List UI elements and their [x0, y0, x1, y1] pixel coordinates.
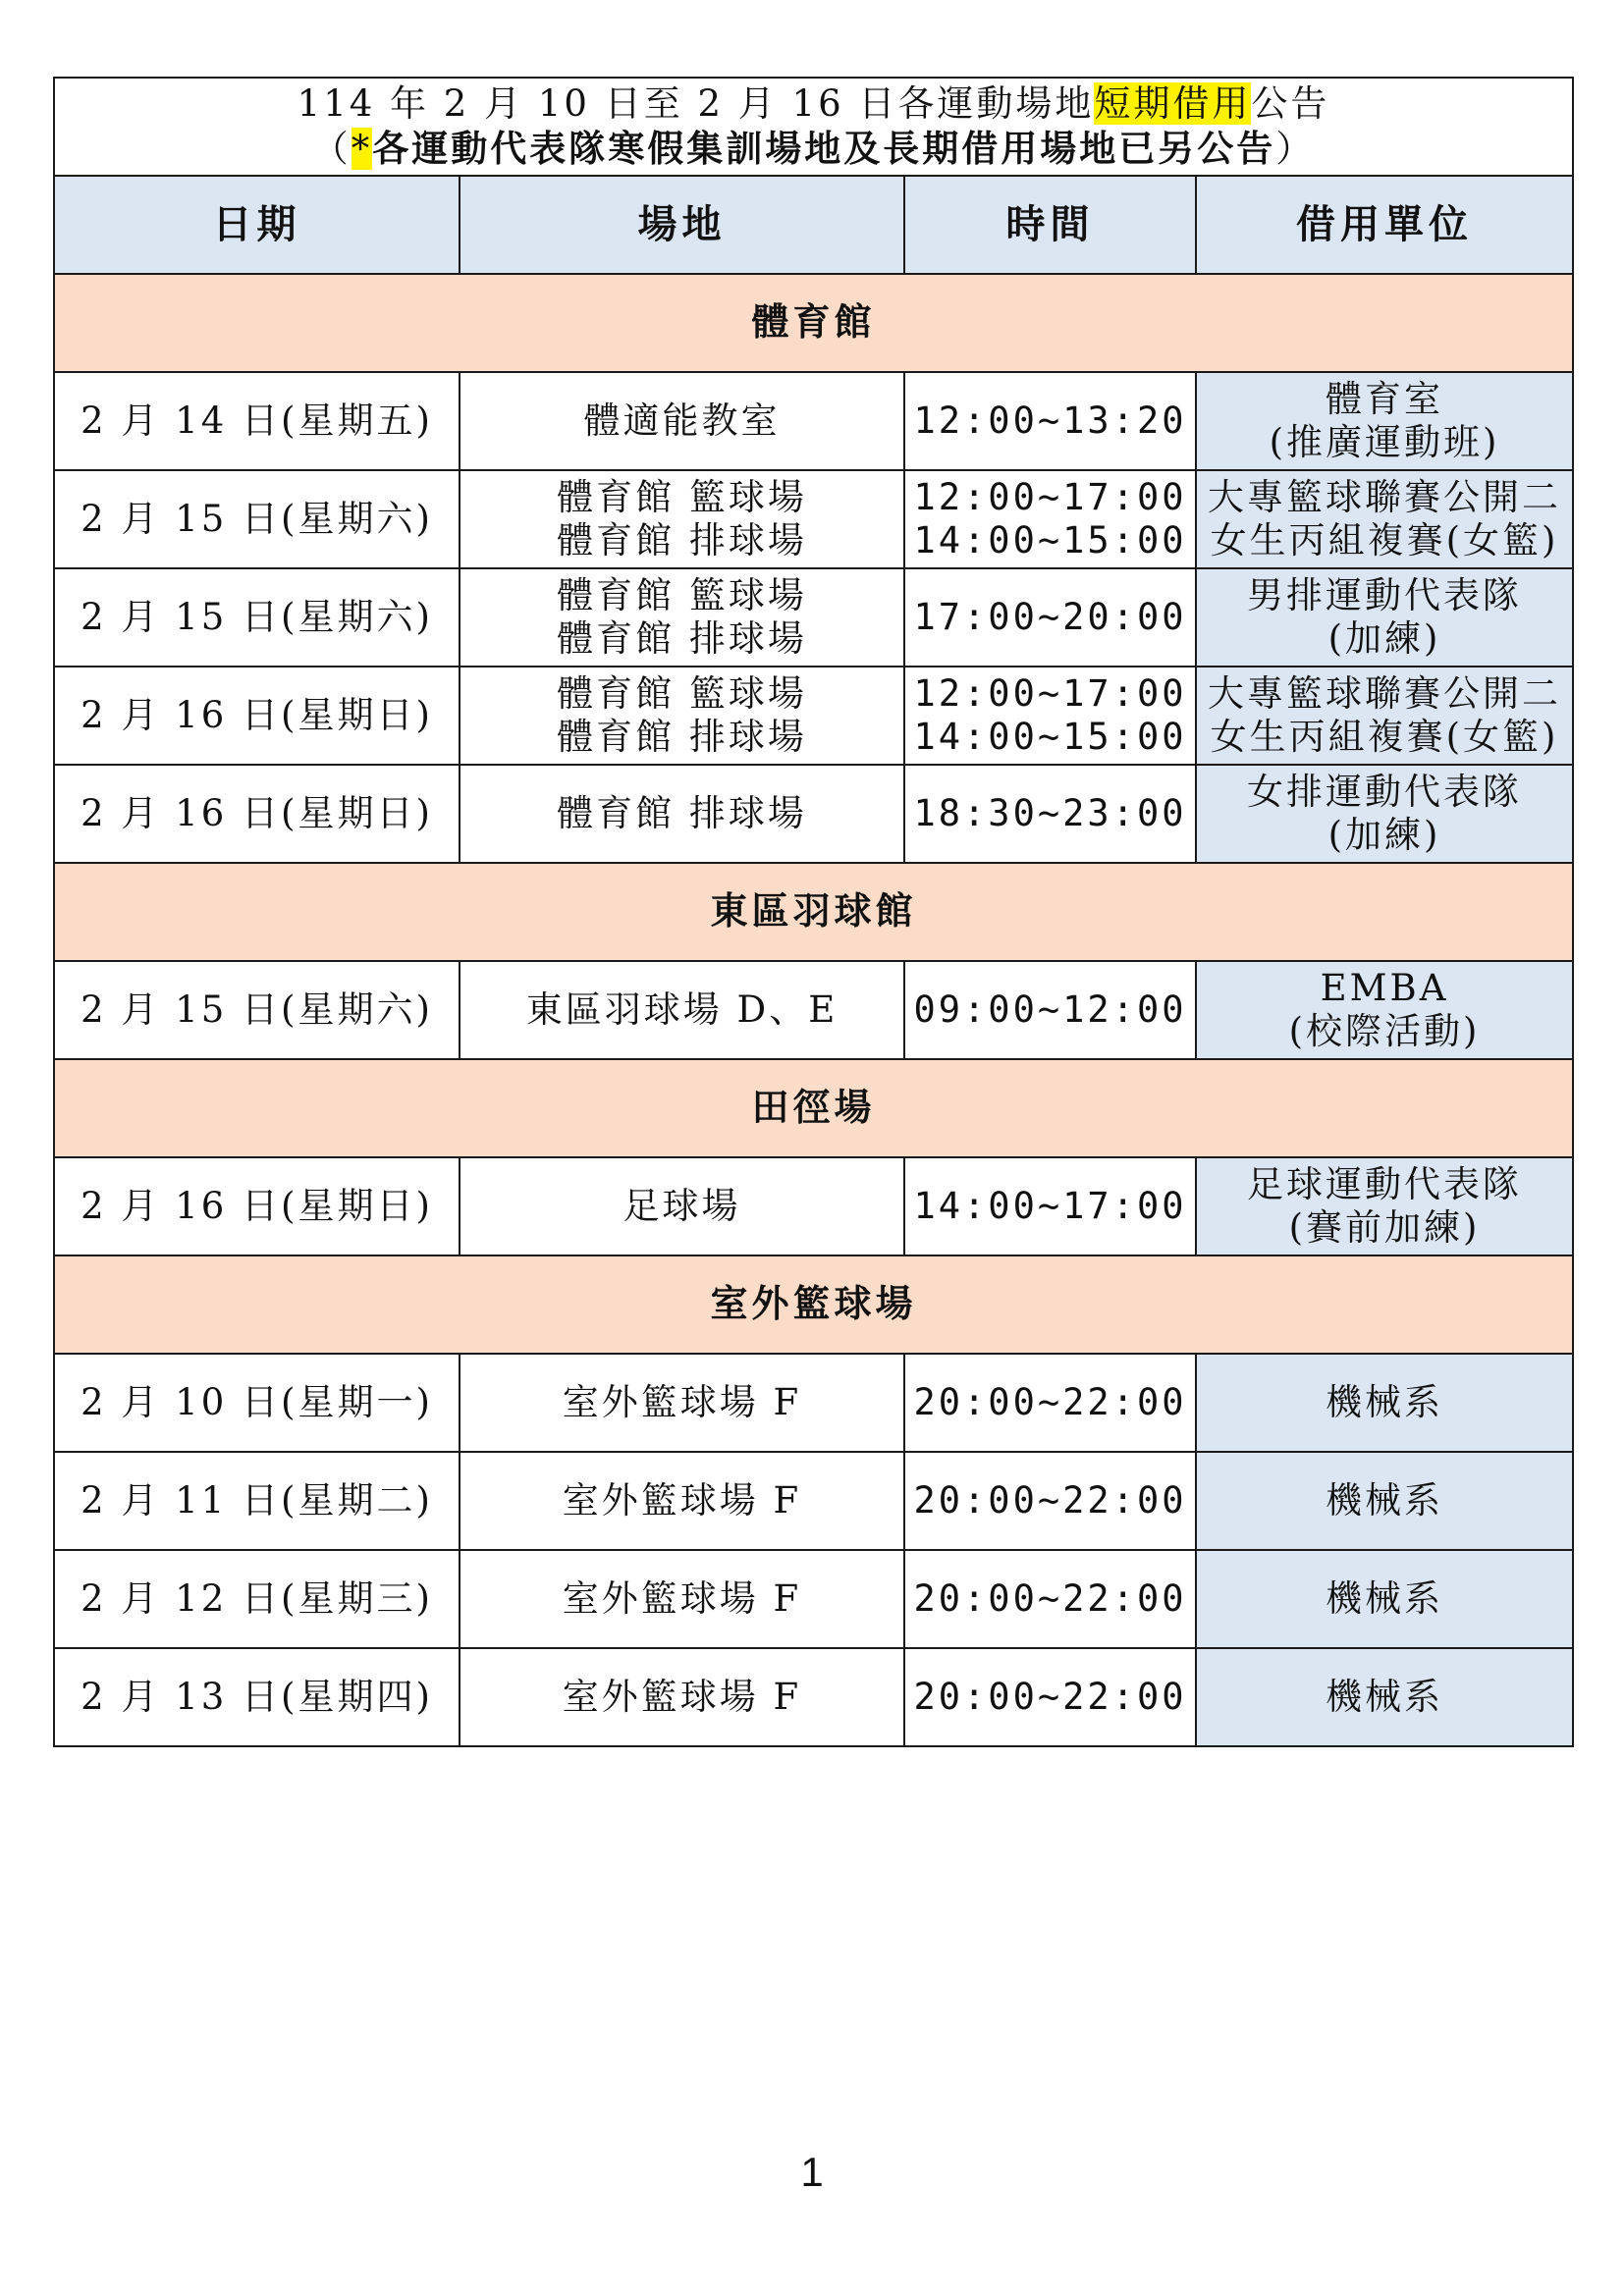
- date-cell: 2 月 15 日(星期六): [54, 568, 460, 667]
- title-line-2: [55, 127, 1572, 171]
- venue-line: 體育館 排球場: [557, 791, 807, 834]
- time-cell: [904, 667, 1196, 765]
- time-line: 20:00~22:00: [913, 1478, 1187, 1522]
- table-row: [54, 1354, 1573, 1452]
- unit-line: 足球運動代表隊: [1247, 1162, 1523, 1205]
- date-cell: 2 月 16 日(星期日): [54, 1157, 460, 1255]
- section-row: [54, 274, 1573, 372]
- title-line-1: [55, 82, 1572, 126]
- venue-cell: [460, 1157, 904, 1255]
- unit-cell: [1196, 1157, 1573, 1255]
- venue-cell: [460, 1354, 904, 1452]
- title-close-paren: ）: [1275, 127, 1316, 170]
- table-row: [54, 1157, 1573, 1255]
- time-line: 12:00~17:00: [913, 475, 1187, 518]
- unit-cell: [1196, 372, 1573, 470]
- unit-line: 男排運動代表隊: [1247, 573, 1523, 616]
- section-title: 東區羽球館: [54, 863, 1573, 961]
- time-cell: [904, 1550, 1196, 1648]
- title-suffix: 公告: [1251, 82, 1330, 126]
- time-line: 18:30~23:00: [913, 791, 1187, 834]
- unit-line: 大專籃球聯賽公開二: [1208, 671, 1562, 715]
- venue-cell: [460, 1452, 904, 1550]
- unit-cell: [1196, 1648, 1573, 1746]
- date-cell: 2 月 16 日(星期日): [54, 765, 460, 863]
- header-date: 日期: [54, 176, 460, 274]
- date-cell: 2 月 12 日(星期三): [54, 1550, 460, 1648]
- venue-cell: [460, 372, 904, 470]
- time-cell: [904, 372, 1196, 470]
- unit-line: 機械系: [1326, 1478, 1444, 1522]
- unit-cell: [1196, 470, 1573, 568]
- header-unit: 借用單位: [1196, 176, 1573, 274]
- time-line: 14:00~15:00: [913, 716, 1187, 758]
- table-row: [54, 1648, 1573, 1746]
- venue-line: 室外籃球場 F: [562, 1675, 802, 1718]
- unit-line: (推廣運動班): [1269, 421, 1500, 463]
- venue-line: 體育館 籃球場: [557, 573, 807, 616]
- unit-cell: [1196, 667, 1573, 765]
- time-cell: [904, 1452, 1196, 1550]
- table-row: [54, 372, 1573, 470]
- table-row: [54, 961, 1573, 1059]
- venue-cell: [460, 667, 904, 765]
- venue-line: 體育館 籃球場: [557, 475, 807, 518]
- venue-line: 體育館 排球場: [557, 716, 807, 758]
- page-number: 1: [800, 2149, 824, 2195]
- unit-line: 女排運動代表隊: [1247, 770, 1523, 813]
- unit-line: 機械系: [1326, 1675, 1444, 1718]
- venue-cell: [460, 470, 904, 568]
- unit-line: 機械系: [1326, 1576, 1444, 1620]
- section-title: 體育館: [54, 274, 1573, 372]
- table-row: [54, 568, 1573, 667]
- venue-line: 體育館 排球場: [557, 617, 807, 660]
- time-cell: [904, 765, 1196, 863]
- unit-line: 機械系: [1326, 1380, 1444, 1423]
- schedule-table: [53, 77, 1574, 1747]
- unit-line: (賽前加練): [1288, 1206, 1481, 1249]
- venue-line: 東區羽球場 D、E: [525, 988, 839, 1031]
- time-line: 20:00~22:00: [913, 1576, 1187, 1620]
- schedule-document: [53, 77, 1572, 1747]
- venue-cell: [460, 961, 904, 1059]
- title-open-paren: （: [311, 127, 352, 170]
- unit-line: (校際活動): [1288, 1010, 1481, 1052]
- unit-line: 女生丙組複賽(女籃): [1210, 716, 1559, 758]
- title-highlight: 短期借用: [1094, 82, 1252, 126]
- date-cell: 2 月 11 日(星期二): [54, 1452, 460, 1550]
- unit-cell: [1196, 765, 1573, 863]
- unit-cell: [1196, 1354, 1573, 1452]
- table-row: [54, 765, 1573, 863]
- time-cell: [904, 1157, 1196, 1255]
- venue-line: 足球場: [623, 1184, 741, 1227]
- unit-line: 體育室: [1326, 377, 1444, 420]
- unit-line: EMBA: [1320, 966, 1449, 1009]
- section-row: [54, 863, 1573, 961]
- unit-cell: [1196, 1452, 1573, 1550]
- section-title: 室外籃球場: [54, 1255, 1573, 1354]
- time-line: 12:00~13:20: [913, 399, 1187, 442]
- time-cell: [904, 1354, 1196, 1452]
- section-row: [54, 1059, 1573, 1157]
- time-line: 20:00~22:00: [913, 1675, 1187, 1718]
- section-title: 田徑場: [54, 1059, 1573, 1157]
- time-line: 12:00~17:00: [913, 671, 1187, 715]
- unit-cell: [1196, 1550, 1573, 1648]
- header-venue: 場地: [460, 176, 904, 274]
- table-row: [54, 1452, 1573, 1550]
- announcement-title: [54, 78, 1573, 176]
- venue-line: 室外籃球場 F: [562, 1576, 802, 1620]
- date-cell: 2 月 16 日(星期日): [54, 667, 460, 765]
- table-row: [54, 667, 1573, 765]
- date-cell: 2 月 15 日(星期六): [54, 961, 460, 1059]
- time-line: 17:00~20:00: [913, 595, 1187, 638]
- time-cell: [904, 568, 1196, 667]
- time-line: 20:00~22:00: [913, 1380, 1187, 1423]
- date-cell: 2 月 14 日(星期五): [54, 372, 460, 470]
- unit-line: 女生丙組複賽(女籃): [1210, 519, 1559, 561]
- title-row: [54, 78, 1573, 176]
- table-row: [54, 470, 1573, 568]
- time-line: 14:00~15:00: [913, 519, 1187, 561]
- date-cell: 2 月 15 日(星期六): [54, 470, 460, 568]
- venue-line: 室外籃球場 F: [562, 1478, 802, 1522]
- venue-line: 體育館 籃球場: [557, 671, 807, 715]
- table-row: [54, 1550, 1573, 1648]
- venue-cell: [460, 1550, 904, 1648]
- date-cell: 2 月 13 日(星期四): [54, 1648, 460, 1746]
- time-cell: [904, 961, 1196, 1059]
- venue-line: 室外籃球場 F: [562, 1380, 802, 1423]
- time-line: 09:00~12:00: [913, 988, 1187, 1031]
- time-line: 14:00~17:00: [913, 1184, 1187, 1227]
- unit-cell: [1196, 568, 1573, 667]
- title-prefix: 114 年 2 月 10 日至 2 月 16 日各運動場地: [297, 82, 1095, 126]
- venue-cell: [460, 1648, 904, 1746]
- title-star: *: [351, 127, 373, 170]
- title-note: 各運動代表隊寒假集訓場地及長期借用場地已另公告: [372, 126, 1276, 170]
- venue-cell: [460, 765, 904, 863]
- date-cell: 2 月 10 日(星期一): [54, 1354, 460, 1452]
- unit-line: (加練): [1327, 617, 1441, 660]
- unit-line: 大專籃球聯賽公開二: [1208, 475, 1562, 518]
- venue-cell: [460, 568, 904, 667]
- header-time: 時間: [904, 176, 1196, 274]
- time-cell: [904, 470, 1196, 568]
- venue-line: 體適能教室: [583, 399, 781, 442]
- unit-line: (加練): [1327, 814, 1441, 856]
- unit-cell: [1196, 961, 1573, 1059]
- venue-line: 體育館 排球場: [557, 519, 807, 561]
- header-row: [54, 176, 1573, 274]
- section-row: [54, 1255, 1573, 1354]
- time-cell: [904, 1648, 1196, 1746]
